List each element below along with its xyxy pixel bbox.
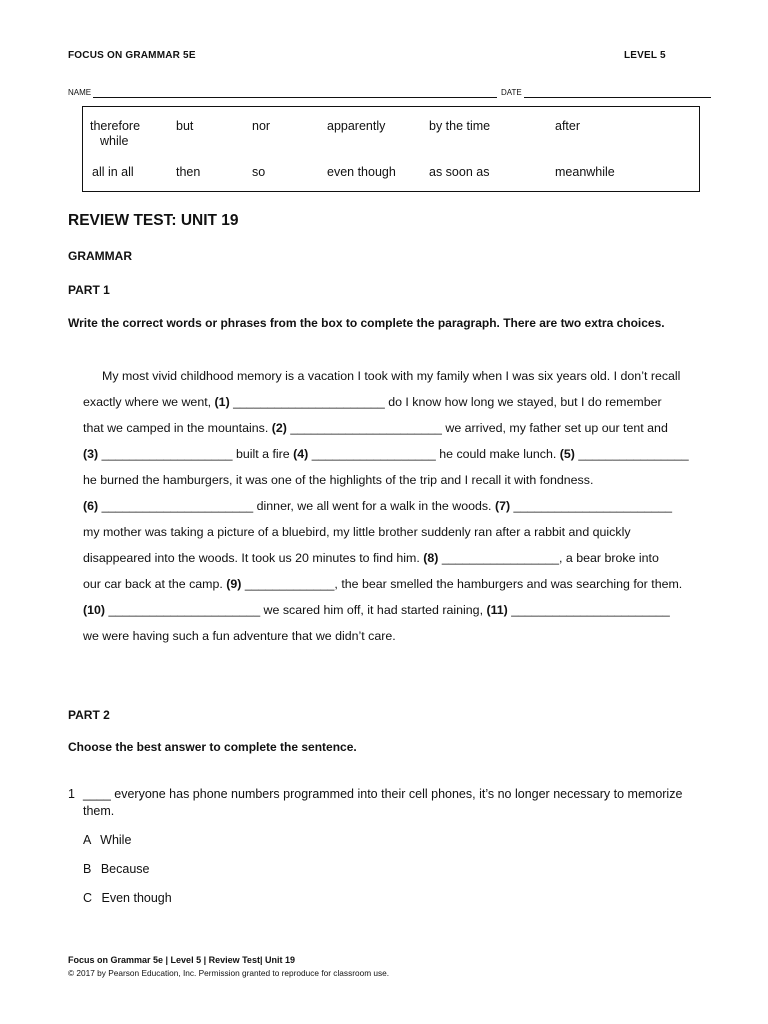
word-bank-box (82, 106, 700, 192)
answer-blank[interactable]: ______________________ we arrived, my father set up our tent and (286, 421, 668, 435)
paragraph-line (83, 519, 703, 545)
part2-label: PART 2 (68, 708, 110, 722)
paragraph-line (83, 363, 703, 389)
option-letter: C (83, 891, 93, 905)
option-letter: A (83, 833, 91, 847)
blank-number: (1) (214, 395, 230, 409)
paragraph-line (83, 571, 703, 597)
paragraph-line (83, 467, 703, 493)
blank-number: (4) (293, 447, 309, 461)
word-bank-item: nor (252, 119, 271, 133)
paragraph-text: we were having such a fun adventure that we didn’t care. (83, 629, 396, 643)
blank-number: (6) (83, 499, 99, 513)
blank-number: (3) (83, 447, 99, 461)
question-text: ____ everyone has phone numbers programmed into their cell phones, it’s no longer necessary to memorize (83, 787, 683, 801)
question-text-cont: them. (83, 804, 115, 818)
blank-number: (5) (559, 447, 575, 461)
word-bank-item: even though (327, 165, 396, 179)
option-a[interactable] (83, 833, 131, 847)
footer-title: Focus on Grammar 5e | Level 5 | Review Test| Unit 19 (68, 955, 295, 965)
paragraph (83, 363, 703, 649)
option-c[interactable] (83, 891, 172, 905)
part2-instruction: Choose the best answer to complete the sentence. (68, 740, 357, 754)
answer-blank[interactable]: _________________, a bear broke into (438, 551, 659, 565)
word-bank-item: all in all (92, 165, 134, 179)
word-bank-item: after (555, 119, 581, 133)
paragraph-line (83, 623, 703, 649)
option-b[interactable] (83, 862, 149, 876)
paragraph-text: my mother was taking a picture of a bluebird, my little brother suddenly ran after a rabbit and quickly (83, 525, 631, 539)
page-title: REVIEW TEST: UNIT 19 (68, 212, 239, 229)
paragraph-text: that we camped in the mountains. (83, 421, 272, 435)
paragraph-text: our car back at the camp. (83, 577, 227, 591)
question-number: 1 (68, 787, 75, 801)
word-bank-item: as soon as (429, 165, 490, 179)
option-text: Even though (101, 891, 172, 905)
answer-blank[interactable]: ______________________ do I know how long we stayed, but I do remember (229, 395, 662, 409)
blank-number: (9) (226, 577, 242, 591)
paragraph-text: he burned the hamburgers, it was one of the highlights of the trip and I recall it with fondness. (83, 473, 594, 487)
paragraph-text: My most vivid childhood memory is a vacation I took with my family when I was six years old. I don’t recall (102, 369, 681, 383)
paragraph-line (83, 545, 703, 571)
answer-blank[interactable]: ________________ (574, 447, 689, 461)
answer-blank[interactable]: ______________________ we scared him off, it had started raining, (105, 603, 487, 617)
answer-blank[interactable]: __________________ he could make lunch. (308, 447, 560, 461)
paragraph-line (83, 597, 703, 623)
blank-number: (2) (271, 421, 287, 435)
blank-number: (8) (423, 551, 439, 565)
option-letter: B (83, 862, 92, 876)
word-bank-item: then (176, 165, 201, 179)
footer-copyright: © 2017 by Pearson Education, Inc. Permission granted to reproduce for classroom use. (68, 968, 390, 978)
word-bank-item: therefore (90, 119, 141, 133)
blank-number: (7) (494, 499, 511, 513)
word-bank-item: meanwhile (555, 165, 615, 179)
part1-label: PART 1 (68, 283, 110, 297)
paragraph-text: disappeared into the woods. It took us 20 minutes to find him. (83, 551, 424, 565)
paragraph-line (83, 389, 703, 415)
word-bank-item: by the time (429, 119, 491, 133)
answer-blank[interactable]: ___________________ built a fire (98, 447, 294, 461)
answer-blank[interactable]: ______________________ dinner, we all went for a walk in the woods. (98, 499, 495, 513)
answer-blank[interactable]: _______________________ (510, 499, 673, 513)
paragraph-text: exactly where we went, (83, 395, 215, 409)
option-text: Because (100, 862, 150, 876)
date-field[interactable] (524, 88, 711, 98)
answer-blank[interactable]: _____________, the bear smelled the hamburgers and was searching for them. (241, 577, 683, 591)
blank-number: (10) (83, 603, 106, 617)
paragraph-line (83, 493, 703, 519)
answer-blank[interactable]: _______________________ (507, 603, 670, 617)
header-level: LEVEL 5 (624, 50, 666, 61)
paragraph-line (83, 441, 703, 467)
name-field[interactable] (93, 88, 497, 98)
paragraph-line (83, 415, 703, 441)
name-label: NAME (68, 88, 92, 97)
option-text: While (100, 833, 132, 847)
word-bank-item: so (252, 165, 266, 179)
part1-instruction: Write the correct words or phrases from the box to complete the paragraph. There are two extra choices. (68, 316, 665, 330)
word-bank-item: while (100, 134, 129, 148)
word-bank-item: apparently (327, 119, 386, 133)
section-heading: GRAMMAR (68, 249, 132, 263)
blank-number: (11) (486, 603, 508, 617)
date-label: DATE (501, 88, 522, 97)
header-title: FOCUS ON GRAMMAR 5E (68, 50, 196, 61)
word-bank-item: but (176, 119, 194, 133)
